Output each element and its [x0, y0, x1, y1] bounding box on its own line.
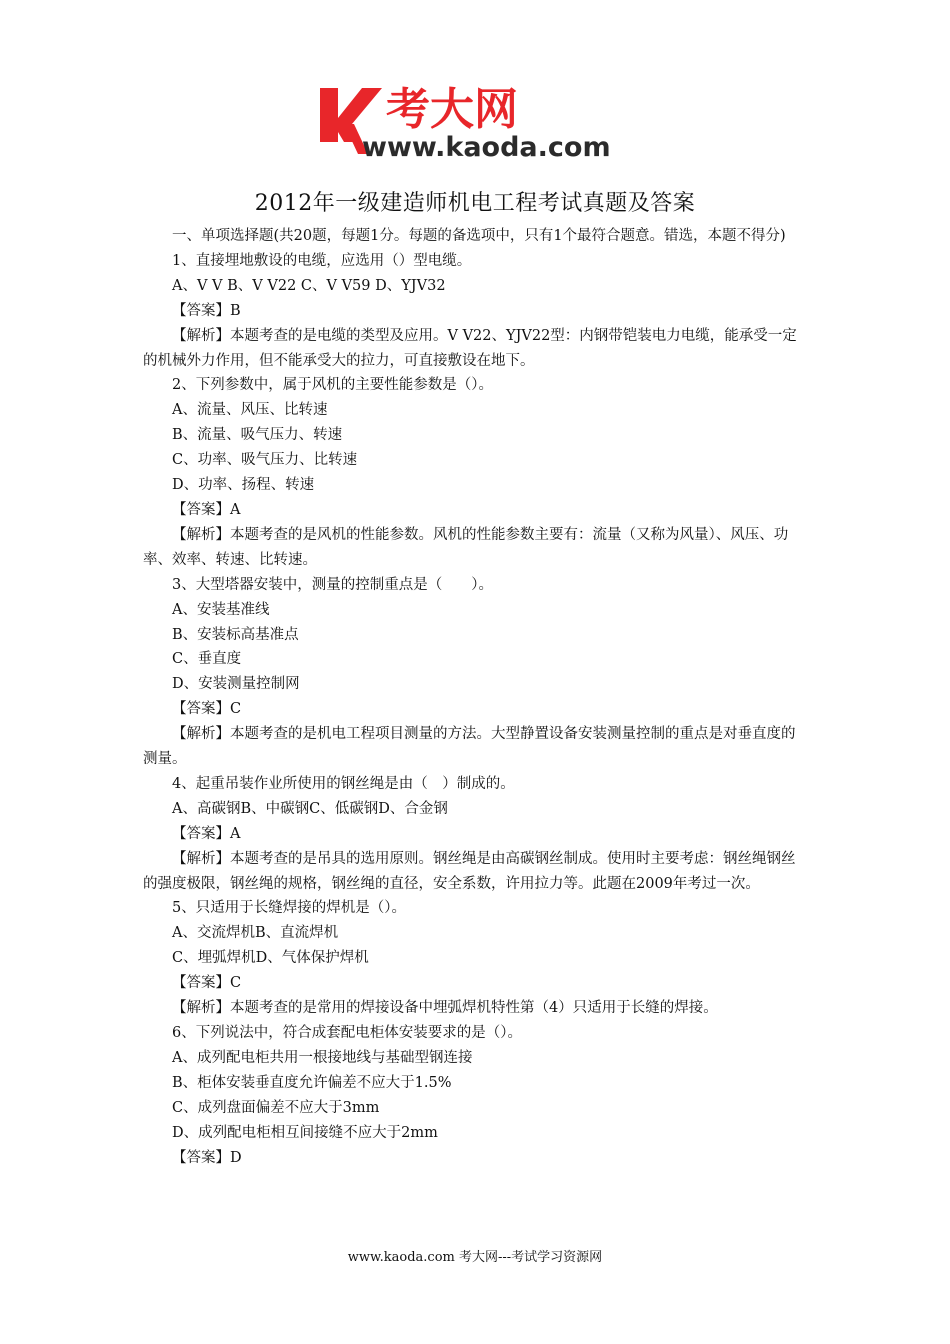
document-line: D、功率、扬程、转速 — [172, 477, 315, 494]
document-line: 4、起重吊装作业所使用的钢丝绳是由（ ）制成的。 — [172, 775, 515, 792]
document-line: 【解析】本题考查的是吊具的选用原则。钢丝绳是由高碳钢丝制成。使用时主要考虑：钢丝绳钢丝的强度极限，钢丝绳的规格，钢丝绳的直径，安全系数，许用拉力等。此题在2009年考过一次。 — [143, 850, 796, 892]
document-line: D、成列配电柜相互间接缝不应大于2mm — [172, 1124, 438, 1141]
document-line: 5、只适用于长缝焊接的焊机是（）。 — [172, 900, 406, 917]
document-line: 一、单项选择题(共20题，每题1分。每题的备选项中，只有1个最符合题意。错选，本题不得分) — [172, 228, 786, 244]
document-body — [143, 224, 807, 1170]
document-line: A、流量、风压、比转速 — [172, 402, 328, 419]
kaoda-logo-graphic — [318, 84, 638, 164]
document-line: 【解析】本题考查的是常用的焊接设备中埋弧焊机特性第（4）只适用于长缝的焊接。 — [172, 1000, 718, 1017]
document-line: D、安装测量控制网 — [172, 676, 300, 693]
document-line: 1、直接埋地敷设的电缆，应选用（）型电缆。 — [172, 252, 472, 269]
document-line: B、安装标高基准点 — [172, 626, 299, 643]
document-line: A、V V B、V V22 C、V V59 D、YJV32 — [172, 277, 446, 294]
document-line: C、埋弧焊机D、气体保护焊机 — [172, 950, 369, 967]
page-footer: www.kaoda.com 考大网---考试学习资源网 — [347, 1250, 603, 1265]
logo-url-text: www.kaoda.com — [362, 132, 611, 163]
logo-name-text: 考大网 — [386, 84, 518, 135]
document-line: 【答案】D — [172, 1149, 242, 1166]
document-line: C、垂直度 — [172, 651, 242, 668]
document-line: 6、下列说法中，符合成套配电柜体安装要求的是（）。 — [172, 1025, 522, 1041]
document-line: 【答案】C — [172, 701, 242, 718]
kaoda-logo — [318, 84, 638, 164]
document-line: C、功率、吸气压力、比转速 — [172, 452, 358, 469]
document-line: C、成列盘面偏差不应大于3mm — [172, 1099, 380, 1116]
document-line: 【答案】A — [172, 825, 241, 842]
document-line: 【答案】A — [172, 501, 241, 518]
document-line: A、高碳钢B、中碳钢C、低碳钢D、合金钢 — [172, 800, 448, 817]
document-line: 【答案】B — [172, 302, 241, 319]
page-title: 2012年一级建造师机电工程考试真题及答案 — [254, 191, 696, 216]
document-line: 【解析】本题考查的是风机的性能参数。风机的性能参数主要有：流量（又称为风量）、风压、功率、效率、转速、比转速。 — [143, 526, 789, 568]
document-line: 【解析】本题考查的是电缆的类型及应用。V V22、YJV22型：内钢带铠装电力电缆，能承受一定的机械外力作用，但不能承受大的拉力，可直接敷设在地下。 — [143, 327, 797, 369]
document-line: A、安装基准线 — [172, 601, 270, 618]
document-line: A、交流焊机B、直流焊机 — [172, 925, 339, 942]
document-line: 【解析】本题考查的是机电工程项目测量的方法。大型静置设备安装测量控制的重点是对垂直度的测量。 — [143, 726, 796, 768]
document-line: A、成列配电柜共用一根接地线与基础型钢连接 — [172, 1049, 473, 1066]
document-line: 【答案】C — [172, 975, 242, 992]
document-line: B、流量、吸气压力、转速 — [172, 427, 343, 444]
document-line: 2、下列参数中，属于风机的主要性能参数是（）。 — [172, 377, 493, 394]
document-line: B、柜体安装垂直度允许偏差不应大于1.5% — [172, 1074, 452, 1091]
document-line: 3、大型塔器安装中，测量的控制重点是（ ）。 — [172, 576, 493, 593]
